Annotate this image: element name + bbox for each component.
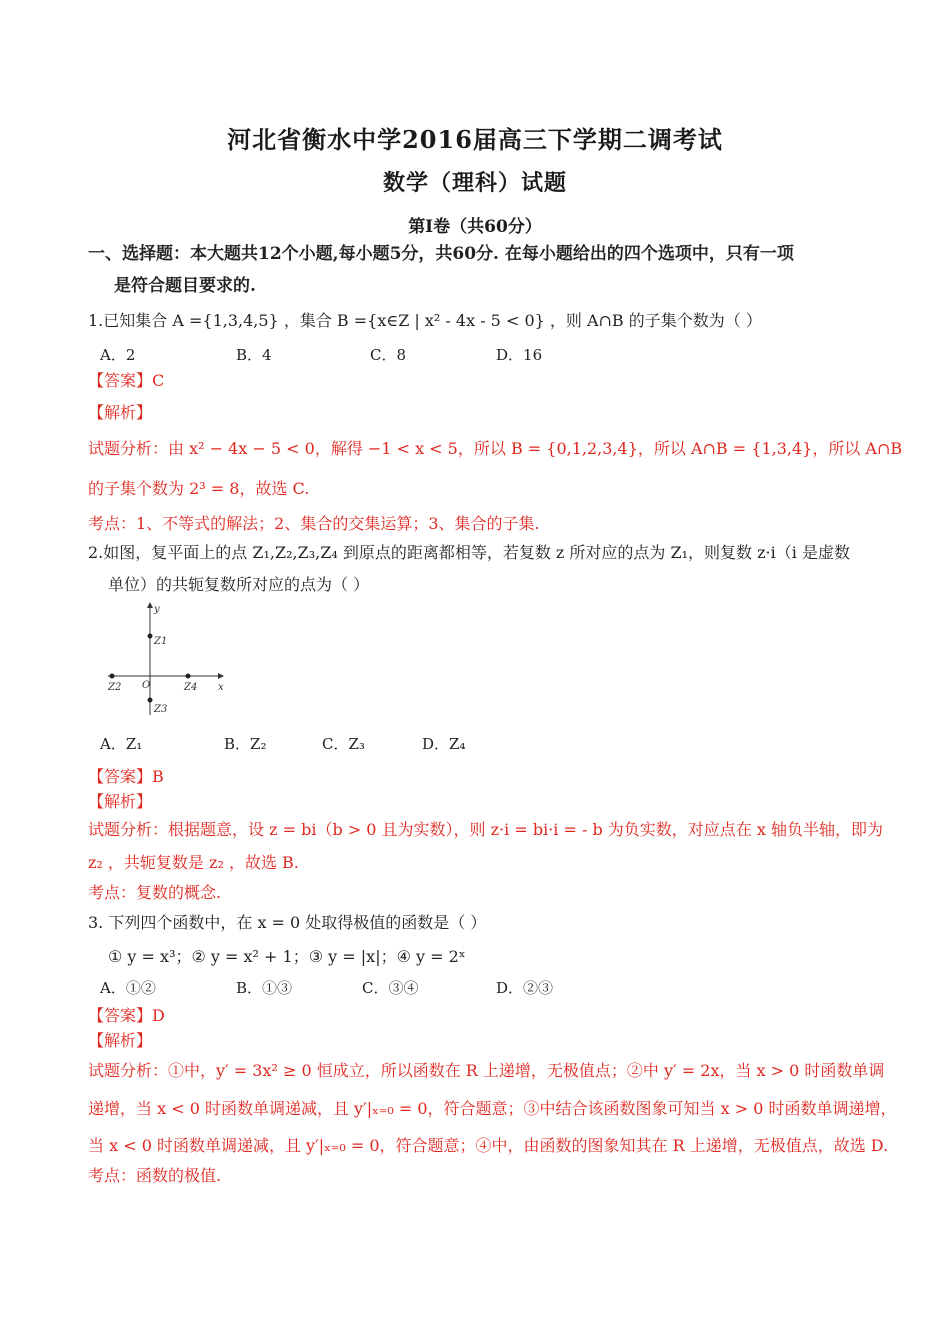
z1-label: Z1 (154, 636, 168, 647)
q1-analysis-label: 【解析】 (88, 403, 153, 422)
exam-subtitle: 数学（理科）试题 (382, 170, 567, 196)
section-line-1: 一、选择题：本大题共12个小题,每小题5分，共60分. 在每小题给出的四个选项中，只有一项 (88, 244, 794, 264)
q1-answer: 【答案】C (88, 371, 165, 390)
q1-analysis-line-2: 的子集个数为 2³ = 8，故选 C. (88, 479, 310, 498)
q1-points: 考点：1、不等式的解法；2、集合的交集运算；3、集合的子集. (88, 514, 540, 533)
q3-analysis-line-2: 递增，当 x < 0 时函数单调递减，且 y′|ₓ₌₀ = 0，符合题意；③中结合该函数图象可知当 x > 0 时函数单调递增， (88, 1099, 897, 1118)
q3-answer: 【答案】D (88, 1006, 165, 1025)
volume-title: 第Ⅰ卷（共60分） (408, 217, 542, 237)
origin-label: O (142, 680, 151, 691)
x-axis-label: x (218, 682, 224, 693)
q3-functions: ① y = x³；② y = x² + 1；③ y = |x|；④ y = 2ˣ (108, 947, 466, 966)
q2-stem-line-1: 2.如图，复平面上的点 Z₁,Z₂,Z₃,Z₄ 到原点的距离都相等，若复数 z 所对应的点为 Z₁，则复数 z·i（i 是虚数 (88, 543, 850, 562)
z3-label: Z3 (154, 704, 168, 715)
q3-stem: 3. 下列四个函数中，在 x = 0 处取得极值的函数是（ ） (88, 913, 487, 932)
q3-option-c: C．③④ (362, 979, 419, 997)
q1-option-b: B．4 (236, 346, 272, 364)
q3-analysis-line-3: 当 x < 0 时函数单调递减，且 y′|ₓ₌₀ = 0，符合题意；④中，由函数的图象知其在 R 上递增，无极值点，故选 D. (88, 1136, 889, 1155)
z4-label: Z4 (184, 682, 198, 693)
q2-analysis-line-2: z₂ ，共轭复数是 z₂ ，故选 B. (88, 853, 299, 872)
section-line-2: 是符合题目要求的. (114, 276, 256, 296)
point-z1 (148, 634, 153, 639)
section-instructions (88, 238, 888, 302)
q1-analysis-line-1: 试题分析：由 x² − 4x − 5 < 0，解得 −1 < x < 5，所以 B = {0,1,2,3,4}，所以 A∩B = {1,3,4}，所以 A∩B (88, 439, 903, 458)
point-z4 (186, 674, 191, 679)
q3-analysis-line-1: 试题分析：①中，y′ = 3x² ≥ 0 恒成立，所以函数在 R 上递增，无极值点；②中 y′ = 2x，当 x > 0 时函数单调 (88, 1061, 885, 1080)
q3-analysis-label: 【解析】 (88, 1031, 153, 1050)
complex-plane-figure (100, 600, 240, 725)
q3-option-a: A．①② (100, 979, 156, 997)
q2-option-c: C．Z₃ (322, 735, 365, 753)
q2-option-b: B．Z₂ (224, 735, 267, 753)
q2-option-d: D．Z₄ (422, 735, 466, 753)
axes (108, 608, 218, 715)
q2-analysis-line-1: 试题分析：根据题意，设 z = bi（b > 0 且为实数），则 z·i = bi·i = - b 为负实数，对应点在 x 轴负半轴，即为 (88, 820, 883, 839)
q1-option-c: C．8 (370, 346, 407, 364)
point-z2 (110, 674, 115, 679)
point-z3 (148, 698, 153, 703)
q2-answer: 【答案】B (88, 767, 164, 786)
exam-title: 河北省衡水中学2016届高三下学期二调考试 (227, 125, 723, 154)
z2-label: Z2 (108, 682, 122, 693)
q3-points: 考点：函数的极值. (88, 1166, 222, 1185)
q2-points: 考点：复数的概念. (88, 883, 222, 902)
q1-stem: 1.已知集合 A ={1,3,4,5} ，集合 B ={x∈Z | x² - 4x - 5 < 0} ，则 A∩B 的子集个数为（ ） (88, 311, 762, 330)
q1-option-d: D．16 (496, 346, 543, 364)
q3-option-b: B．①③ (236, 979, 293, 997)
q2-stem-line-2: 单位）的共轭复数所对应的点为（ ） (108, 575, 370, 594)
q2-option-a: A．Z₁ (100, 735, 143, 753)
q3-option-d: D．②③ (496, 979, 554, 997)
q1-option-a: A．2 (100, 346, 136, 364)
y-axis-label: y (154, 604, 160, 615)
x-axis-arrow (218, 673, 224, 679)
q2-analysis-label: 【解析】 (88, 792, 153, 811)
y-axis-arrow (147, 602, 153, 608)
